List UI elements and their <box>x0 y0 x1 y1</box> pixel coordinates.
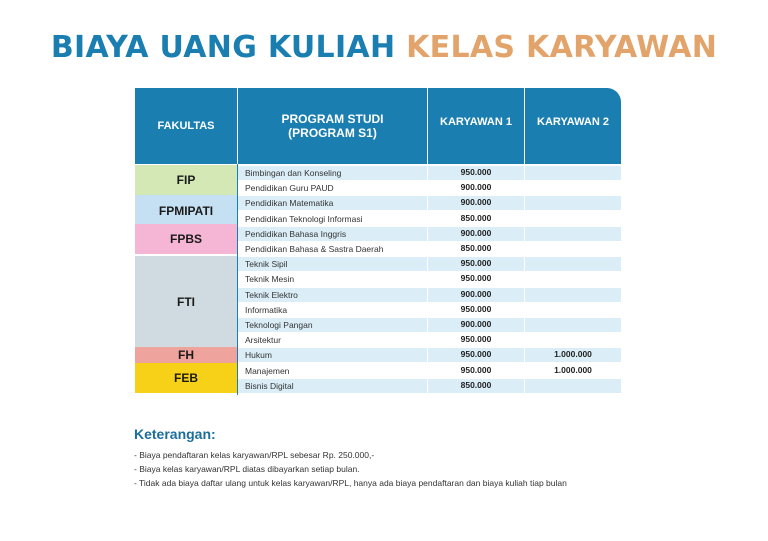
karyawan-2-cell <box>525 196 621 210</box>
title-part-2: KELAS KARYAWAN <box>406 30 718 65</box>
program-name: Pendidikan Teknologi Informasi <box>245 213 363 224</box>
note-item: - Tidak ada biaya daftar ulang untuk kelas karyawan/RPL, hanya ada biaya pendaftaran dan biaya kuliah tiap bulan <box>134 478 567 488</box>
column-divider <box>237 164 238 395</box>
page-title <box>0 30 768 65</box>
table-row <box>238 318 621 332</box>
karyawan-1-cell <box>428 196 524 210</box>
karyawan-2-cell <box>525 379 621 393</box>
karyawan-1-value: 950.000 <box>460 258 492 269</box>
notes-title: Keterangan: <box>134 426 216 442</box>
program-cell <box>238 333 427 347</box>
karyawan-2-value: 1.000.000 <box>554 349 592 360</box>
karyawan-2-cell <box>525 272 621 286</box>
karyawan-1-cell <box>428 318 524 332</box>
program-cell <box>238 242 427 256</box>
table-row <box>238 227 621 241</box>
karyawan-1-value: 950.000 <box>460 303 492 314</box>
program-name: Teknologi Pangan <box>245 320 313 330</box>
karyawan-1-cell <box>428 257 524 271</box>
karyawan-1-cell <box>428 288 524 302</box>
karyawan-1-value: 950.000 <box>460 334 492 345</box>
karyawan-2-cell <box>525 212 621 226</box>
table-row <box>238 181 621 195</box>
karyawan-2-cell <box>525 348 621 362</box>
faculty-fh: FH <box>135 347 237 362</box>
faculty-fpbs: FPBS <box>135 224 237 254</box>
table-row <box>238 242 621 256</box>
karyawan-1-cell <box>428 181 524 195</box>
karyawan-1-cell <box>428 364 524 378</box>
program-name: Bimbingan dan Konseling <box>245 168 342 178</box>
program-cell <box>238 196 427 210</box>
faculty-feb: FEB <box>135 363 237 393</box>
karyawan-2-cell <box>525 364 621 378</box>
karyawan-1-value: 850.000 <box>460 243 492 253</box>
karyawan-2-cell <box>525 166 621 180</box>
program-cell <box>238 181 427 195</box>
program-name: Pendidikan Guru PAUD <box>245 183 334 194</box>
program-name: Hukum <box>245 350 272 361</box>
karyawan-1-cell <box>428 272 524 286</box>
program-name: Bisnis Digital <box>245 380 294 391</box>
header-program-line2: (PROGRAM S1) <box>288 126 377 140</box>
karyawan-2-cell <box>525 242 621 256</box>
program-cell <box>238 272 427 286</box>
karyawan-1-cell <box>428 379 524 393</box>
table-row <box>238 166 621 180</box>
karyawan-1-cell <box>428 242 524 256</box>
program-cell <box>238 257 427 271</box>
program-cell <box>238 303 427 317</box>
table-row <box>238 212 621 226</box>
header-karyawan-2: KARYAWAN 2 <box>525 88 621 164</box>
table-row <box>238 257 621 271</box>
karyawan-1-value: 900.000 <box>460 227 492 238</box>
table-row <box>238 196 621 210</box>
karyawan-2-cell <box>525 181 621 195</box>
karyawan-1-cell <box>428 333 524 347</box>
faculty-fip: FIP <box>135 165 237 195</box>
program-name: Informatika <box>245 304 288 315</box>
karyawan-1-value: 950.000 <box>460 167 492 177</box>
karyawan-2-cell <box>525 227 621 241</box>
note-item: - Biaya kelas karyawan/RPL diatas dibayarkan setiap bulan. <box>134 464 360 474</box>
karyawan-2-cell <box>525 257 621 271</box>
karyawan-1-value: 850.000 <box>460 379 492 390</box>
karyawan-1-value: 900.000 <box>460 288 492 299</box>
karyawan-1-value: 900.000 <box>460 197 492 208</box>
title-part-1: BIAYA UANG KULIAH <box>50 30 396 65</box>
program-name: Teknik Elektro <box>245 289 298 300</box>
karyawan-1-value: 950.000 <box>460 273 492 284</box>
karyawan-1-cell <box>428 348 524 362</box>
karyawan-1-value: 900.000 <box>460 182 492 193</box>
program-name: Manajemen <box>245 365 290 376</box>
karyawan-1-cell <box>428 303 524 317</box>
program-cell <box>238 364 427 378</box>
program-name: Teknik Sipil <box>245 259 288 270</box>
program-name: Pendidikan Matematika <box>245 198 334 209</box>
karyawan-1-value: 950.000 <box>460 364 492 375</box>
table-row <box>238 364 621 378</box>
program-cell <box>238 379 427 393</box>
program-name: Pendidikan Bahasa Inggris <box>245 228 347 239</box>
program-name: Pendidikan Bahasa & Sastra Daerah <box>245 244 384 254</box>
karyawan-2-cell <box>525 318 621 332</box>
table-row <box>238 379 621 393</box>
karyawan-2-cell <box>525 303 621 317</box>
program-cell <box>238 318 427 332</box>
karyawan-1-value: 900.000 <box>460 319 492 329</box>
program-cell <box>238 288 427 302</box>
faculty-fpmipati: FPMIPATI <box>135 195 237 225</box>
program-name: Teknik Mesin <box>245 274 295 285</box>
program-cell <box>238 166 427 180</box>
program-cell <box>238 348 427 362</box>
table-row <box>238 272 621 286</box>
karyawan-2-cell <box>525 333 621 347</box>
faculty-fti: FTI <box>135 256 237 347</box>
karyawan-2-value: 1.000.000 <box>554 364 592 375</box>
tuition-table <box>135 88 621 395</box>
karyawan-1-cell <box>428 212 524 226</box>
table-row <box>238 288 621 302</box>
karyawan-1-cell <box>428 166 524 180</box>
header-program-line1: PROGRAM STUDI <box>281 112 384 126</box>
table-row <box>238 333 621 347</box>
karyawan-1-cell <box>428 227 524 241</box>
program-name: Arsitektur <box>245 335 281 346</box>
program-cell <box>238 212 427 226</box>
karyawan-1-value: 950.000 <box>460 349 492 360</box>
table-row <box>238 303 621 317</box>
note-item: - Biaya pendaftaran kelas karyawan/RPL sebesar Rp. 250.000,- <box>134 450 375 460</box>
header-fakultas: FAKULTAS <box>135 88 237 164</box>
table-row <box>238 348 621 362</box>
program-cell <box>238 227 427 241</box>
header-karyawan-1: KARYAWAN 1 <box>428 88 524 164</box>
header-program-studi <box>238 88 427 164</box>
karyawan-1-value: 850.000 <box>460 212 492 223</box>
karyawan-2-cell <box>525 288 621 302</box>
